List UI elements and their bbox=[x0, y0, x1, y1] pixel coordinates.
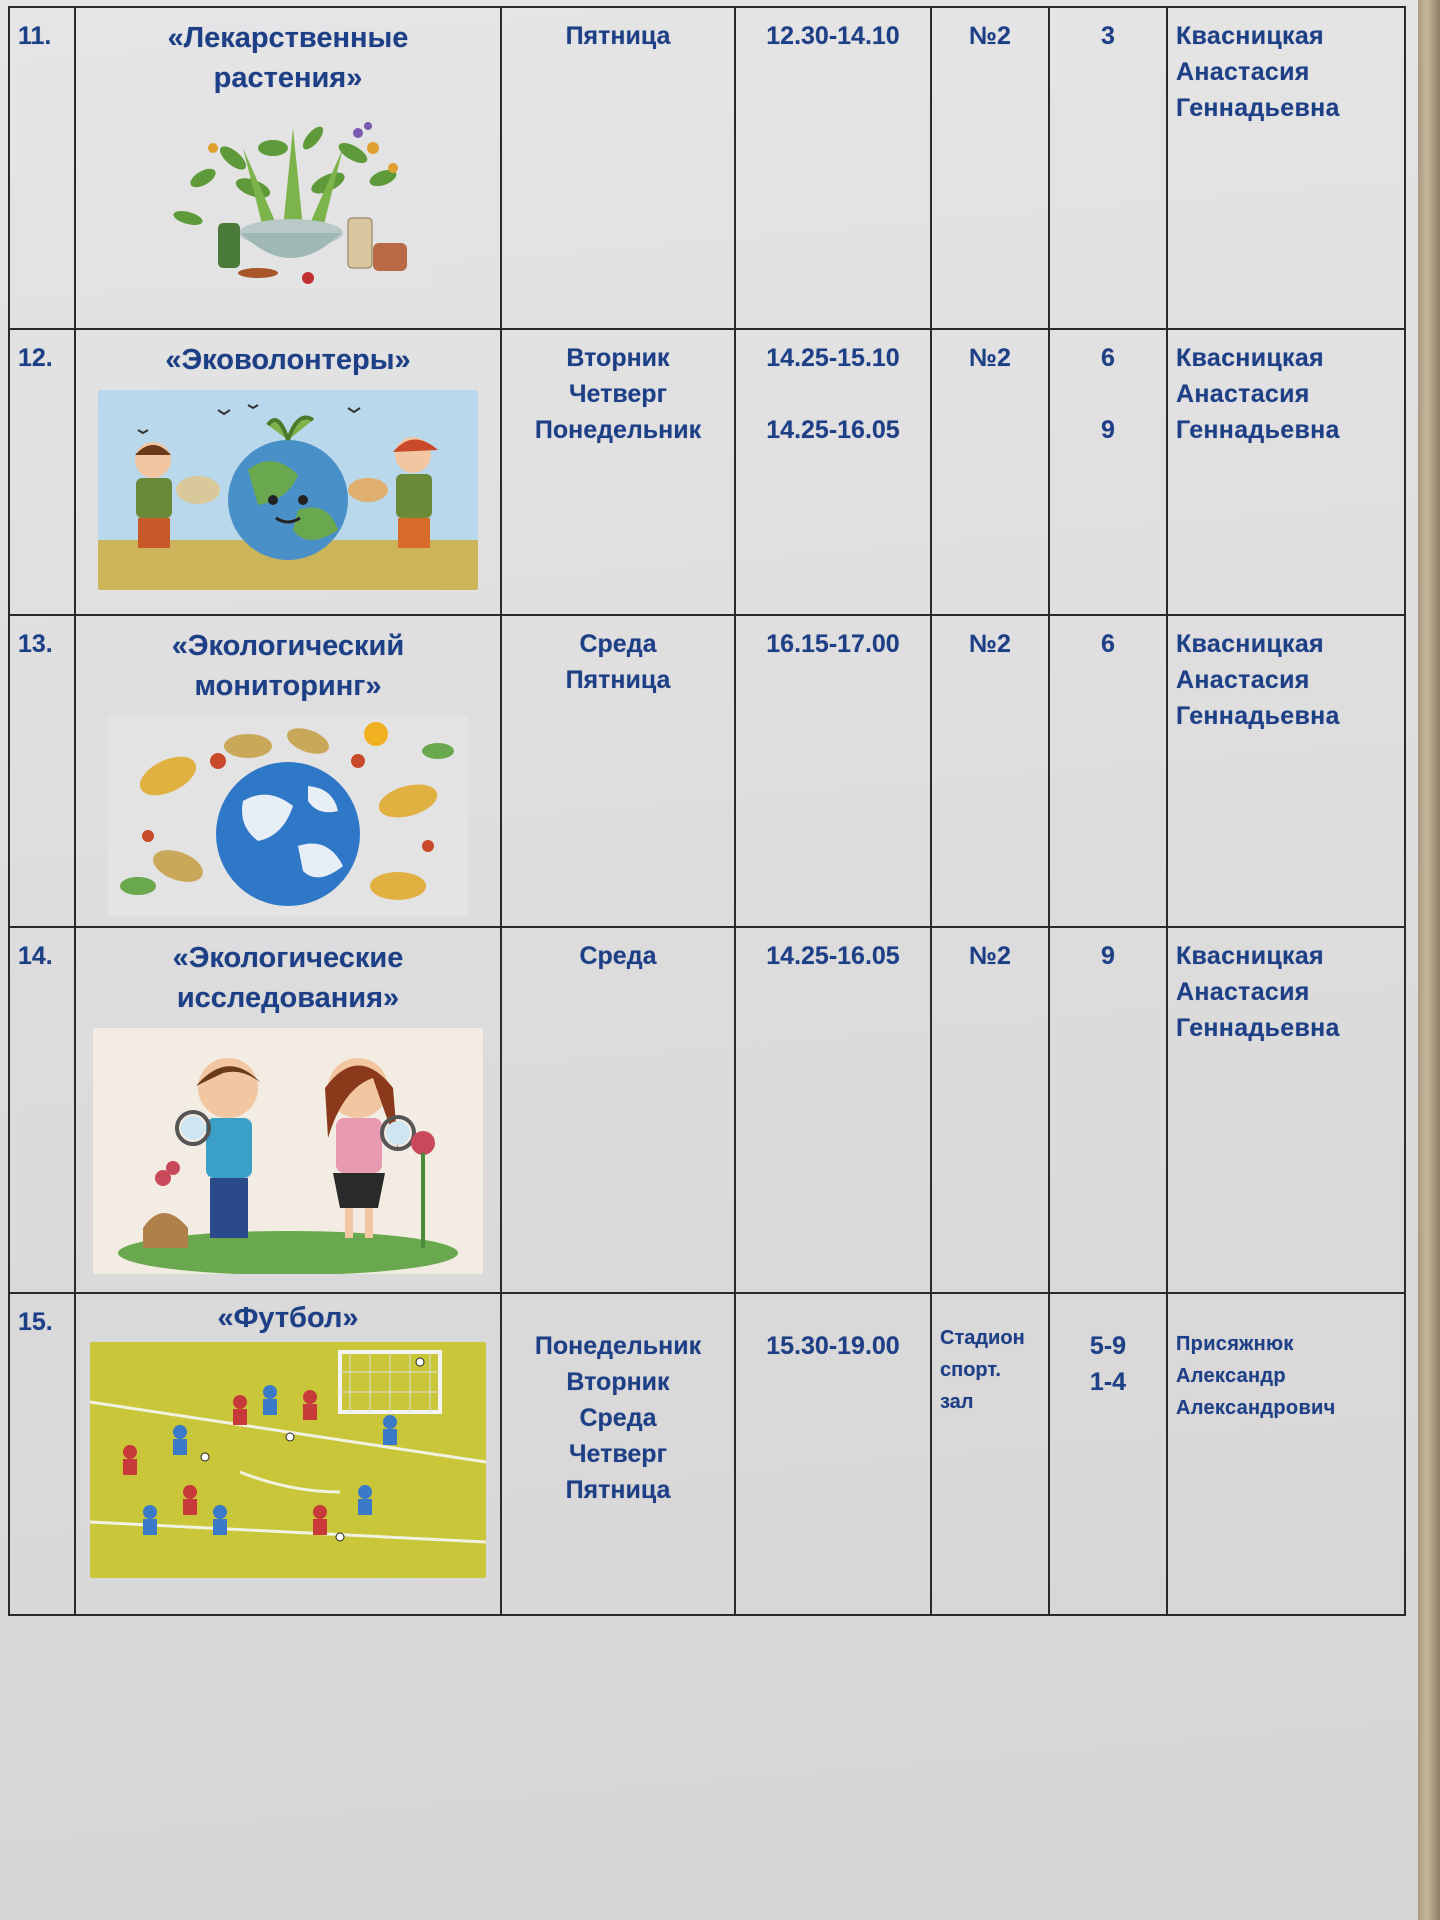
club-title-cell bbox=[75, 927, 501, 1293]
club-title-line: мониторинг» bbox=[194, 670, 382, 702]
day-label: Понедельник bbox=[534, 1332, 702, 1360]
teacher-patronymic: Геннадьевна bbox=[1176, 1014, 1340, 1042]
kids-with-magnifiers-illustration bbox=[93, 1028, 483, 1274]
globe-with-leaves-illustration bbox=[108, 716, 468, 916]
club-title-line: растения» bbox=[213, 62, 363, 94]
room-label: №2 bbox=[969, 22, 1011, 50]
days-cell bbox=[501, 615, 735, 927]
time-cell bbox=[735, 615, 931, 927]
teacher-patronymic: Геннадьевна bbox=[1176, 416, 1340, 444]
room-cell bbox=[931, 7, 1049, 329]
football-match-illustration bbox=[90, 1342, 486, 1578]
grade-label: 3 bbox=[1101, 22, 1115, 50]
time-cell bbox=[735, 927, 931, 1293]
time-label: 15.30-19.00 bbox=[766, 1332, 900, 1360]
table-row bbox=[9, 7, 1405, 329]
time-cell bbox=[735, 7, 931, 329]
teacher-surname: Квасницкая bbox=[1176, 630, 1324, 658]
room-label: №2 bbox=[969, 630, 1011, 658]
club-title-line: «Эковолонтеры» bbox=[165, 344, 411, 376]
day-label: Понедельник bbox=[534, 416, 702, 444]
row-number: 11. bbox=[9, 7, 75, 329]
time-label: 14.25-16.05 bbox=[766, 942, 900, 970]
table-row bbox=[9, 1293, 1405, 1615]
time-label: 12.30-14.10 bbox=[766, 22, 900, 50]
room-label: №2 bbox=[969, 344, 1011, 372]
teacher-name: Анастасия bbox=[1176, 978, 1310, 1006]
teacher-patronymic: Александрович bbox=[1176, 1397, 1336, 1419]
grade-cell bbox=[1049, 615, 1167, 927]
room-label: зал bbox=[940, 1391, 974, 1413]
teacher-name: Анастасия bbox=[1176, 58, 1310, 86]
day-label: Среда bbox=[579, 630, 657, 658]
day-label: Пятница bbox=[565, 666, 671, 694]
day-label: Среда bbox=[579, 942, 657, 970]
day-label: Пятница bbox=[565, 1476, 671, 1504]
days-cell bbox=[501, 329, 735, 615]
time-cell bbox=[735, 1293, 931, 1615]
room-cell bbox=[931, 927, 1049, 1293]
time-cell bbox=[735, 329, 931, 615]
grade-label: 6 bbox=[1101, 344, 1115, 372]
day-label: Четверг bbox=[568, 380, 667, 408]
teacher-patronymic: Геннадьевна bbox=[1176, 94, 1340, 122]
grade-cell bbox=[1049, 1293, 1167, 1615]
row-number: 15. bbox=[9, 1293, 75, 1615]
day-label: Четверг bbox=[568, 1440, 667, 1468]
club-title-line: исследования» bbox=[176, 982, 400, 1014]
days-cell bbox=[501, 1293, 735, 1615]
club-title-line: «Экологические bbox=[172, 942, 404, 974]
club-title-cell bbox=[75, 615, 501, 927]
table-row bbox=[9, 329, 1405, 615]
teacher-surname: Присяжнюк bbox=[1176, 1333, 1294, 1355]
day-label: Вторник bbox=[566, 344, 670, 372]
room-cell bbox=[931, 329, 1049, 615]
table-row bbox=[9, 615, 1405, 927]
day-label: Среда bbox=[579, 1404, 657, 1432]
room-label: №2 bbox=[969, 942, 1011, 970]
grade-cell bbox=[1049, 7, 1167, 329]
teacher-cell bbox=[1167, 329, 1405, 615]
time-label: 14.25-15.10 bbox=[766, 344, 900, 372]
grade-label: 6 bbox=[1101, 630, 1115, 658]
time-label: 14.25-16.05 bbox=[766, 416, 900, 444]
grade-label: 5-9 bbox=[1089, 1332, 1127, 1360]
days-cell bbox=[501, 7, 735, 329]
room-cell bbox=[931, 1293, 1049, 1615]
row-number: 14. bbox=[9, 927, 75, 1293]
day-label: Вторник bbox=[566, 1368, 670, 1396]
club-title-line: «Лекарственные bbox=[167, 22, 409, 54]
club-schedule-table bbox=[8, 6, 1406, 1616]
teacher-patronymic: Геннадьевна bbox=[1176, 702, 1340, 730]
time-label: 16.15-17.00 bbox=[766, 630, 900, 658]
teacher-cell bbox=[1167, 615, 1405, 927]
days-cell bbox=[501, 927, 735, 1293]
teacher-name: Александр bbox=[1176, 1365, 1286, 1387]
medicinal-plants-illustration bbox=[143, 108, 433, 288]
teacher-surname: Квасницкая bbox=[1176, 22, 1324, 50]
teacher-surname: Квасницкая bbox=[1176, 942, 1324, 970]
club-title-cell bbox=[75, 329, 501, 615]
club-title-cell bbox=[75, 1293, 501, 1615]
grade-label: 9 bbox=[1101, 942, 1115, 970]
club-title-line: «Экологический bbox=[171, 630, 405, 662]
teacher-cell bbox=[1167, 1293, 1405, 1615]
teacher-name: Анастасия bbox=[1176, 380, 1310, 408]
teacher-surname: Квасницкая bbox=[1176, 344, 1324, 372]
room-cell bbox=[931, 615, 1049, 927]
table-row bbox=[9, 927, 1405, 1293]
grade-label: 1-4 bbox=[1089, 1368, 1127, 1396]
teacher-cell bbox=[1167, 927, 1405, 1293]
day-label: Пятница bbox=[565, 22, 671, 50]
wooden-table-edge bbox=[1418, 0, 1440, 1920]
club-title-cell bbox=[75, 7, 501, 329]
grade-label: 9 bbox=[1101, 416, 1115, 444]
room-label: спорт. bbox=[940, 1359, 1001, 1381]
grade-cell bbox=[1049, 329, 1167, 615]
row-number: 12. bbox=[9, 329, 75, 615]
club-title-line: «Футбол» bbox=[217, 1302, 359, 1334]
row-number: 13. bbox=[9, 615, 75, 927]
eco-volunteers-illustration bbox=[98, 390, 478, 590]
teacher-cell bbox=[1167, 7, 1405, 329]
teacher-name: Анастасия bbox=[1176, 666, 1310, 694]
grade-cell bbox=[1049, 927, 1167, 1293]
room-label: Стадион bbox=[940, 1327, 1025, 1349]
